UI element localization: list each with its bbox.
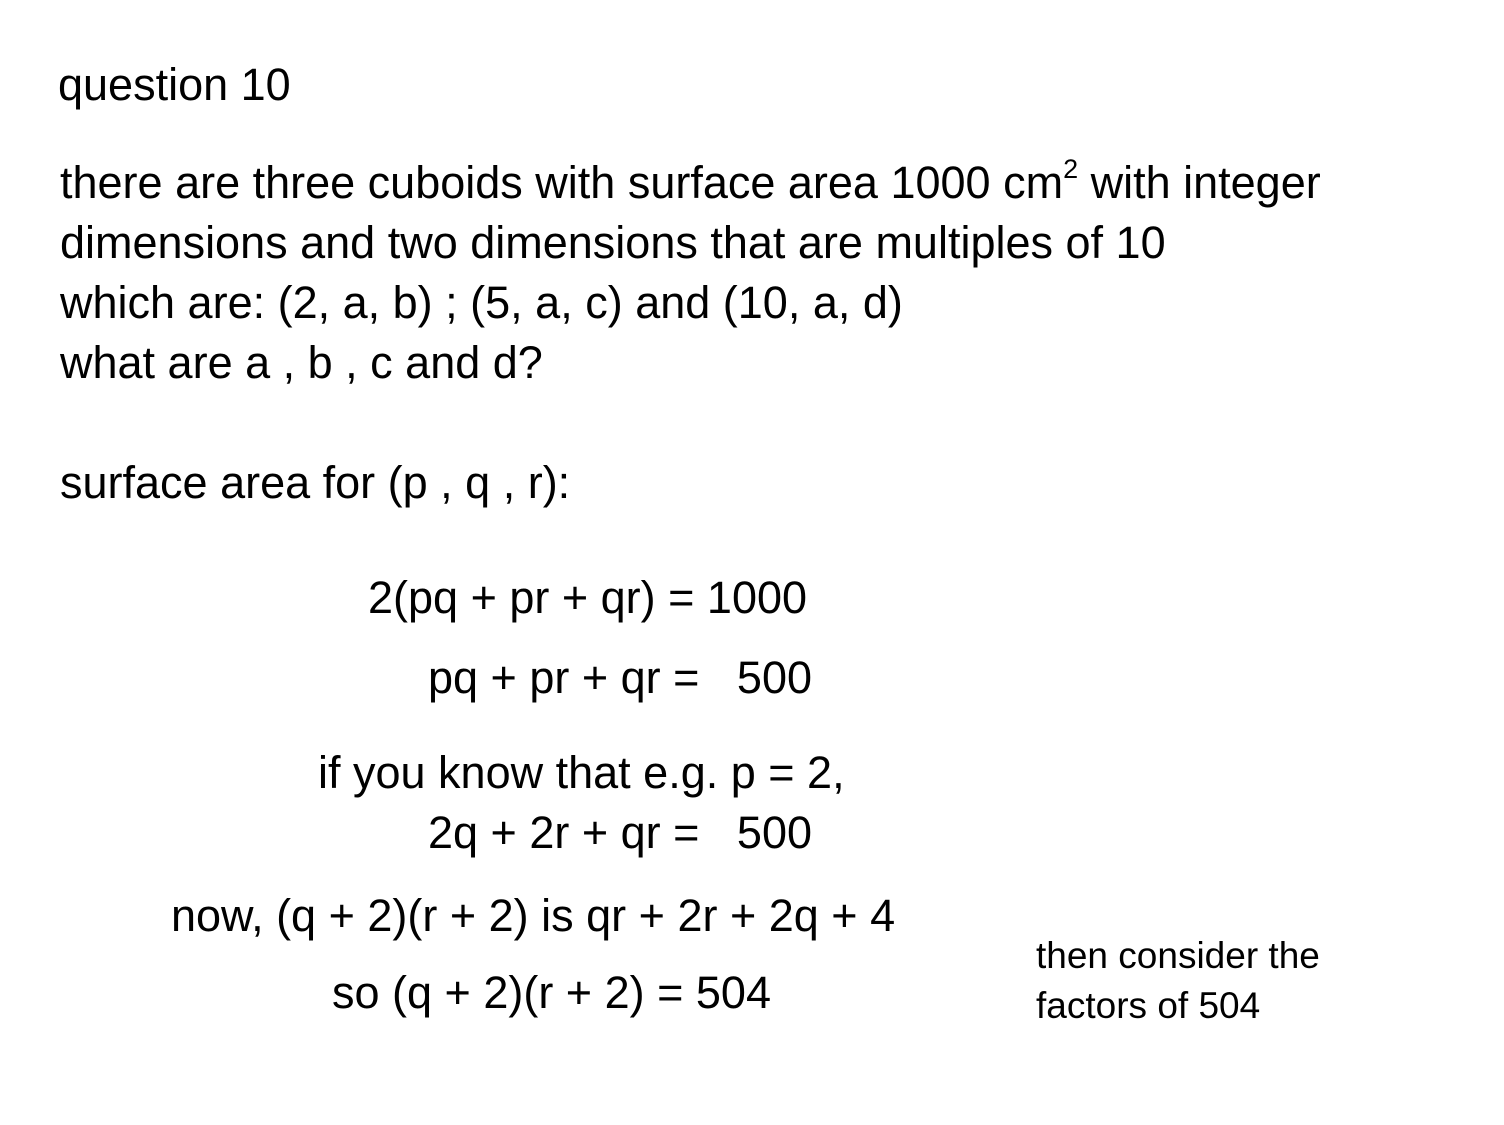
equation-halved: pq + pr + qr = 500 <box>428 652 813 703</box>
result-line: so (q + 2)(r + 2) = 504 <box>332 967 771 1018</box>
problem-line-3: which are: (2, a, b) ; (5, a, c) and (10, a, d) <box>60 277 903 328</box>
question-title: question 10 <box>58 59 291 110</box>
problem-line-1 <box>60 154 1321 208</box>
surface-area-heading: surface area for (p , q , r): <box>60 457 571 508</box>
note-line-2: factors of 504 <box>1036 985 1261 1026</box>
equation-p-equals-2: 2q + 2r + qr = 500 <box>428 807 813 858</box>
problem-line-1-pre: there are three cuboids with surface area 1000 cm <box>60 157 1064 208</box>
equation-full-surface-area: 2(pq + pr + qr) = 1000 <box>368 572 808 623</box>
problem-line-1-post: with integer <box>1078 157 1321 208</box>
problem-line-4: what are a , b , c and d? <box>60 337 543 388</box>
example-intro: if you know that e.g. p = 2, <box>318 747 845 798</box>
problem-line-2: dimensions and two dimensions that are multiples of 10 <box>60 217 1166 268</box>
expansion-line: now, (q + 2)(r + 2) is qr + 2r + 2q + 4 <box>171 890 896 941</box>
squared-superscript: 2 <box>1063 154 1079 184</box>
note-line-1: then consider the <box>1036 935 1320 976</box>
